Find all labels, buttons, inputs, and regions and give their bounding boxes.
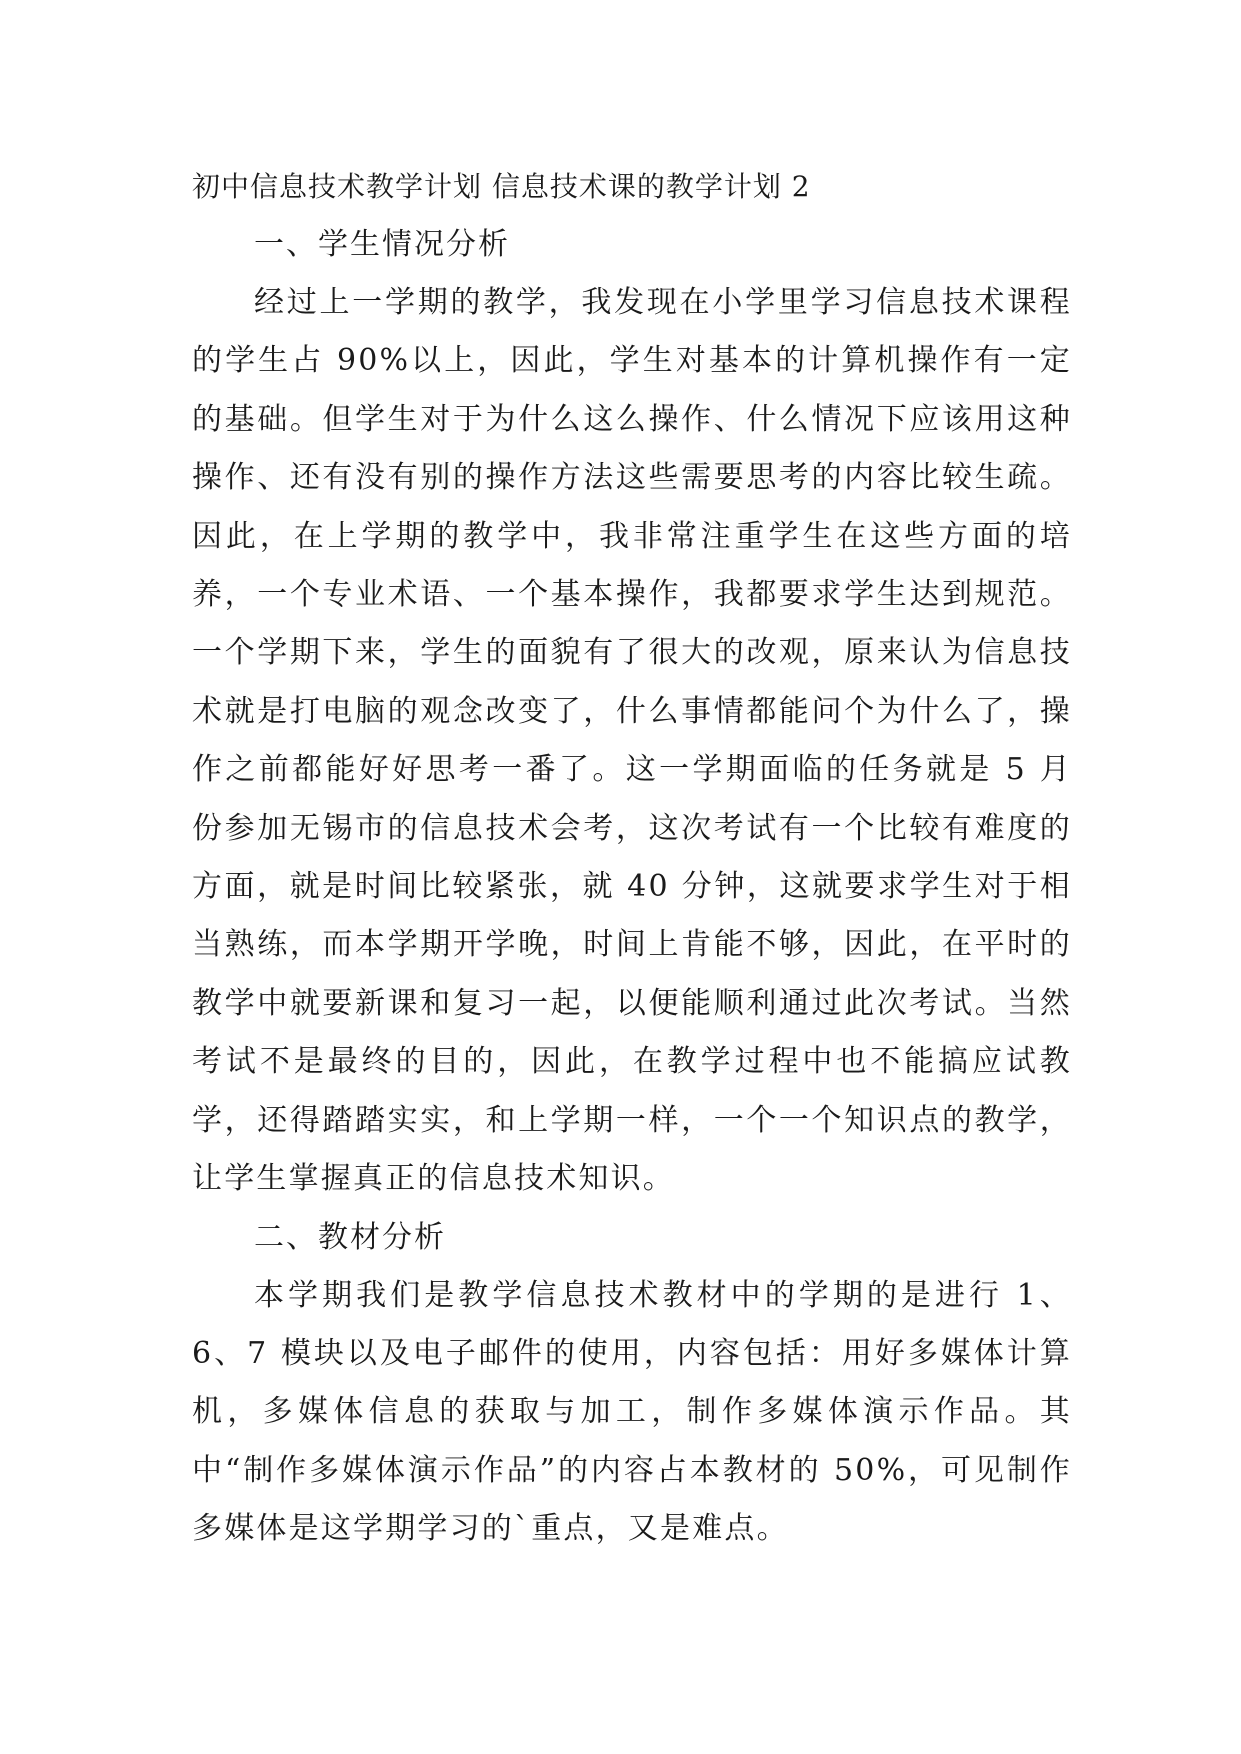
section-heading-textbook-analysis: 二、教材分析: [254, 1219, 446, 1255]
document-body: [192, 158, 1072, 1559]
section-paragraph-student-analysis: 经过上一学期的教学，我发现在小学里学习信息技术课程的学生占 90%以上，因此，学生对基本的计算机操作有一定的基础。但学生对于为什么这么操作、什么情况下应该用这种操作、还有没有别的操作方法这些需要思考的内容比较生疏。因此，在上学期的教学中，我非常注重学生在这些方面的培养，一个专业术语、一个基本操作，我都要求学生达到规范。一个学期下来，学生的面貌有了很大的改观，原来认为信息技术就是打电脑的观念改变了，什么事情都能问个为什么了，操作之前都能好好思考一番了。这一学期面临的任务就是 5 月份参加无锡市的信息技术会考，这次考试有一个比较有难度的方面，就是时间比较紧张，就 40 分钟，这就要求学生对于相当熟练，而本学期开学晚，时间上肯能不够，因此，在平时的教学中就要新课和复习一起，以便能顺利通过此次考试。当然考试不是最终的目的，因此，在教学过程中也不能搞应试教学，还得踏踏实实，和上学期一样，一个一个知识点的教学，让学生掌握真正的信息技术知识。: [192, 285, 1072, 1197]
section-paragraph-textbook-analysis: 本学期我们是教学信息技术教材中的学期的是进行 1、6、7 模块以及电子邮件的使用，内容包括：用好多媒体计算机，多媒体信息的获取与加工，制作多媒体演示作品。其中“制作多媒体演示作品”的内容占本教材的 50%，可见制作多媒体是这学期学习的`重点，又是难点。: [192, 1277, 1072, 1547]
document-title: 初中信息技术教学计划 信息技术课的教学计划 2: [192, 170, 811, 203]
section-heading-student-analysis: 一、学生情况分析: [254, 227, 510, 262]
